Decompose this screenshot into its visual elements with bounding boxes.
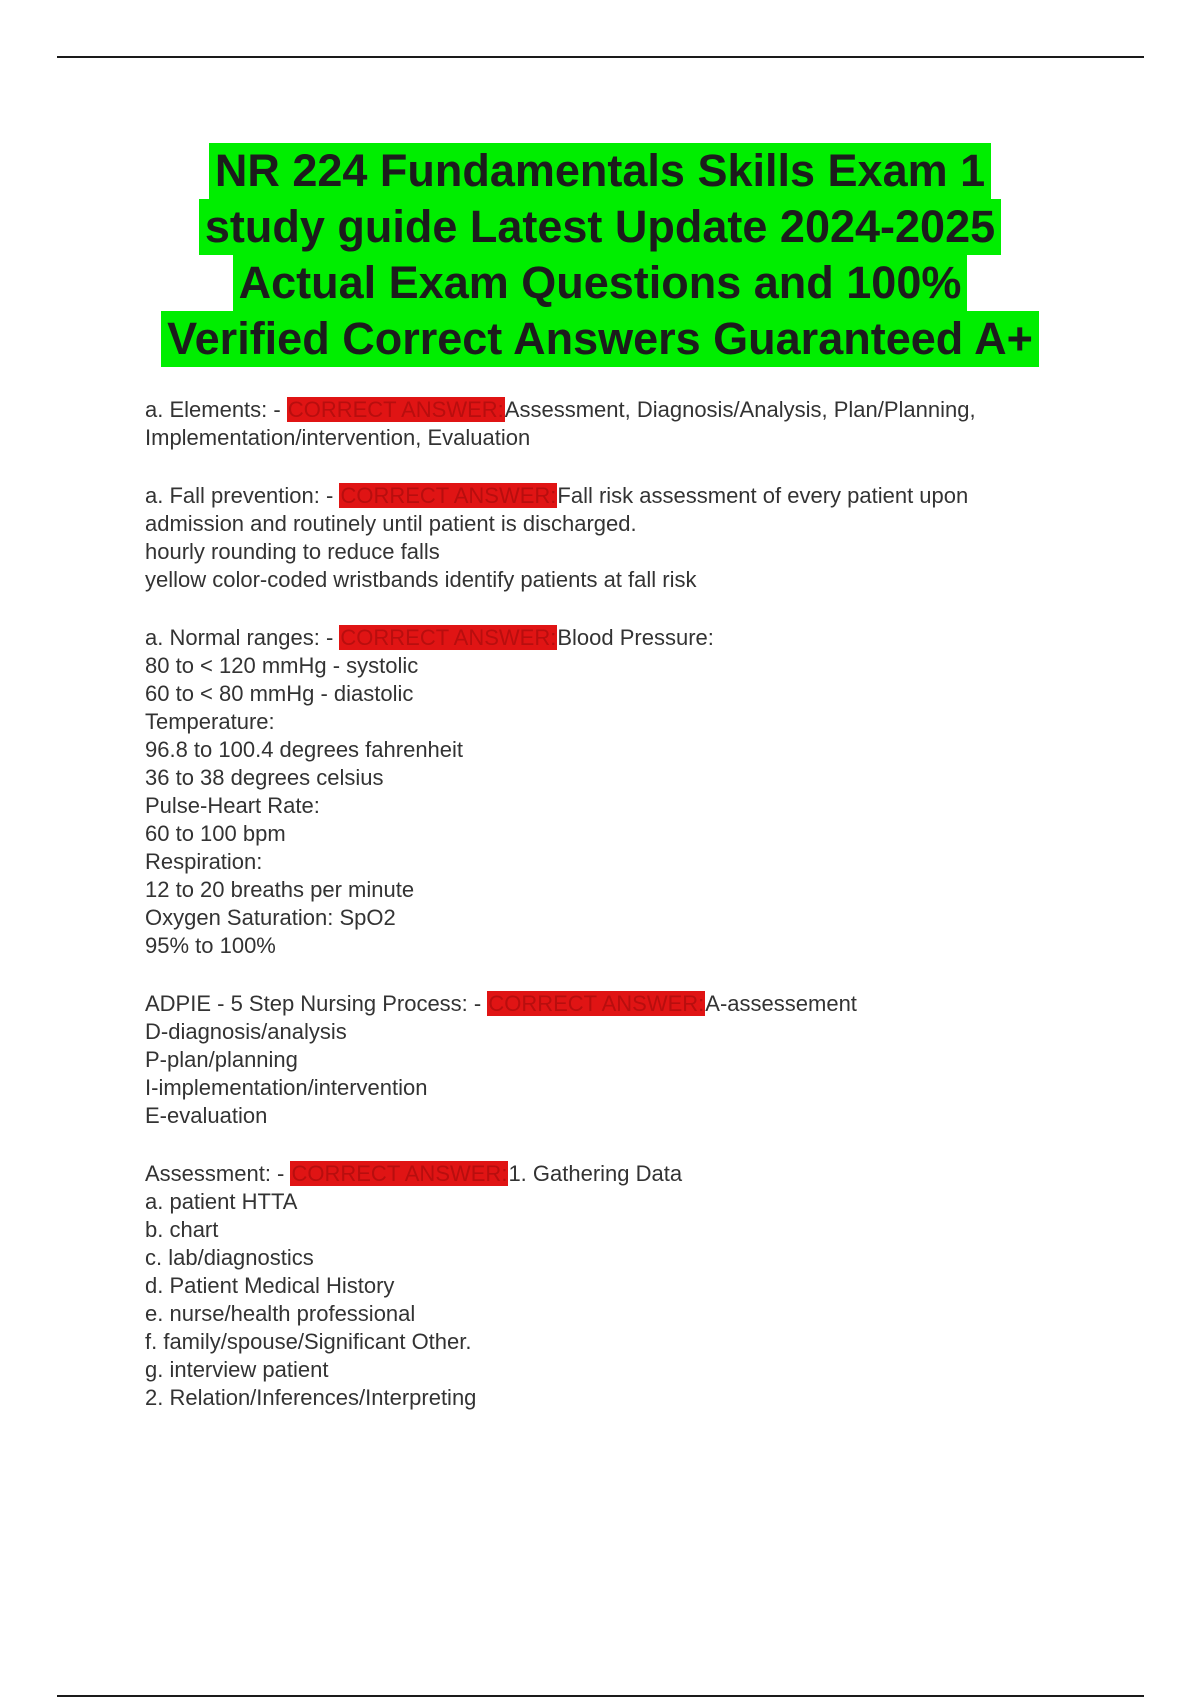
answer-line: E-evaluation [145,1103,268,1128]
title-line: NR 224 Fundamentals Skills Exam 1 [209,143,991,199]
qa-entry [145,1160,1095,1412]
answer-line: 96.8 to 100.4 degrees fahrenheit [145,737,464,762]
answer-line: g. interview patient [145,1357,329,1382]
qa-entry [145,624,1095,960]
answer-line: 12 to 20 breaths per minute [145,877,415,902]
correct-answer-tag: CORRECT ANSWER: [340,625,557,650]
answer-line: 95% to 100% [145,933,276,958]
answer-line: admission and routinely until patient is discharged. [145,511,637,536]
answer-line: b. chart [145,1217,219,1242]
answer-line: yellow color-coded wristbands identify patients at fall risk [145,567,697,592]
answer-line: Temperature: [145,709,275,734]
answer-line: D-diagnosis/analysis [145,1019,347,1044]
answer-line: Implementation/intervention, Evaluation [145,425,531,450]
bottom-divider [57,1695,1144,1697]
answer-line: 2. Relation/Inferences/Interpreting [145,1385,477,1410]
answer-line: Respiration: [145,849,263,874]
question-text: Assessment: - [145,1161,291,1186]
answer-line: a. patient HTTA [145,1189,298,1214]
question-text: a. Normal ranges: - [145,625,340,650]
answer-text: A-assessement [705,991,857,1016]
answer-line: f. family/spouse/Significant Other. [145,1329,472,1354]
question-text: ADPIE - 5 Step Nursing Process: - [145,991,488,1016]
answer-line: Pulse-Heart Rate: [145,793,320,818]
title-line: study guide Latest Update 2024-2025 [199,199,1001,255]
qa-entry [145,396,1095,452]
answer-text: Fall risk assessment of every patient upon [557,483,969,508]
qa-entry [145,482,1095,594]
answer-line: 80 to < 120 mmHg - systolic [145,653,419,678]
answer-text: Blood Pressure: [557,625,714,650]
answer-line: 36 to 38 degrees celsius [145,765,384,790]
correct-answer-tag: CORRECT ANSWER: [488,991,705,1016]
answer-line: hourly rounding to reduce falls [145,539,440,564]
document-title [60,143,1140,367]
answer-line: d. Patient Medical History [145,1273,395,1298]
answer-line: 60 to < 80 mmHg - diastolic [145,681,414,706]
answer-line: c. lab/diagnostics [145,1245,314,1270]
answer-line: I-implementation/intervention [145,1075,428,1100]
qa-first-line [145,396,1095,424]
correct-answer-tag: CORRECT ANSWER: [340,483,557,508]
correct-answer-tag: CORRECT ANSWER: [291,1161,508,1186]
qa-first-line [145,482,1095,510]
answer-line: e. nurse/health professional [145,1301,416,1326]
qa-entry [145,990,1095,1130]
answer-line: 60 to 100 bpm [145,821,286,846]
title-line: Verified Correct Answers Guaranteed A+ [161,311,1039,367]
qa-list [145,396,1095,1438]
qa-first-line [145,1160,1095,1188]
correct-answer-tag: CORRECT ANSWER: [287,397,504,422]
title-line: Actual Exam Questions and 100% [233,255,968,311]
answer-text: Assessment, Diagnosis/Analysis, Plan/Planning, [504,397,976,422]
top-divider [57,56,1144,58]
answer-text: 1. Gathering Data [508,1161,683,1186]
qa-first-line [145,624,1095,652]
question-text: a. Fall prevention: - [145,483,340,508]
question-text: a. Elements: - [145,397,287,422]
qa-first-line [145,990,1095,1018]
answer-line: Oxygen Saturation: SpO2 [145,905,396,930]
answer-line: P-plan/planning [145,1047,298,1072]
